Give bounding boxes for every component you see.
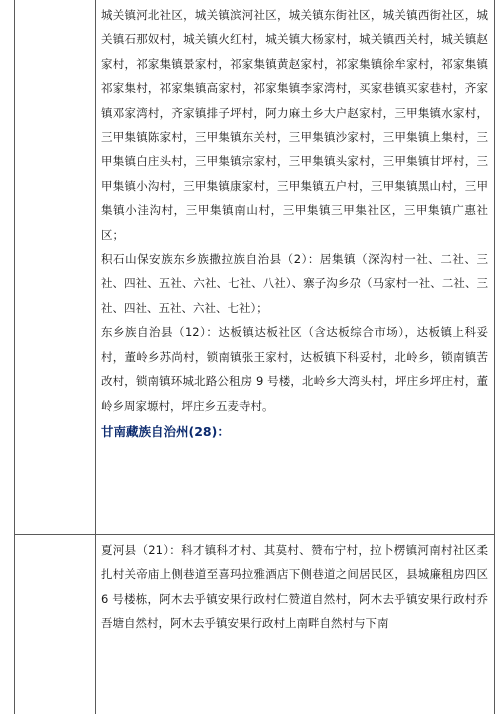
paragraph-dongxiang-county: 东乡族自治县（12）：达板镇达板社区（含达板综合市场），达板镇上科妥村，董岭乡苏尚村，锁南镇张王家村，达板镇下科妥村，北岭乡，锁南镇苦改村，锁南镇环城北路公租房 9 号楼，北岭乡大湾头村，坪庄乡坪庄村，董岭乡周家塬村，坪庄乡五麦寺村。: [101, 325, 488, 413]
table-border-right: [494, 0, 495, 714]
paragraph-jishishan-county: 积石山保安族东乡族撒拉族自治县（2）：居集镇（深沟村一社、二社、三社、四社、五社、六社、七社、八社）、寨子沟乡尕（马家村一社、二社、三社、四社、五社、六社、七社）；: [101, 252, 488, 315]
paragraph-guanghe-towns: 城关镇河北社区，城关镇滨河社区，城关镇东街社区，城关镇西街社区，城关镇石那奴村，城关镇火红村，城关镇大杨家村，城关镇西关村，城关镇赵家村，祁家集镇景家村，祁家集镇黄赵家村，祁家集镇徐牟家村，祁家集镇祁家集村，祁家集镇高家村，祁家集镇李家湾村，买家巷镇买家巷村，齐家镇邓家湾村，齐家镇排子坪村，阿力麻土乡大户赵家村，三甲集镇水家村，三甲集镇陈家村，三甲集镇东关村，三甲集镇沙家村，三甲集镇上集村，三甲集镇白庄头村，三甲集镇宗家村，三甲集镇头家村，三甲集镇甘坪村，三甲集镇小沟村，三甲集镇康家村，三甲集镇五户村，三甲集镇黑山村，三甲集镇小洼沟村，三甲集镇南山村，三甲集镇三甲集社区，三甲集镇广惠社区；: [101, 8, 488, 242]
column-divider: [95, 0, 96, 714]
paragraph-xiahe-county: 夏河县（21）：科才镇科才村、其莫村、赞布宁村，拉卜楞镇河南村社区柔扎村关帝庙上侧巷道至喜玛拉雅酒店下侧巷道之间居民区，县城廉租房四区 6 号楼栋，阿木去乎镇安果行政村仁赞道自然村，阿木去乎镇安果行政村乔吾塘自然村，阿木去乎镇安果行政村上南畔自然村与下南: [101, 543, 488, 631]
region-cell-gannan: [101, 538, 488, 636]
row-divider: [14, 534, 495, 535]
section-heading-gannan: 甘南藏族自治州(28)：: [101, 423, 230, 439]
region-cell-linxia: [101, 3, 488, 446]
table-border-left: [14, 0, 15, 714]
